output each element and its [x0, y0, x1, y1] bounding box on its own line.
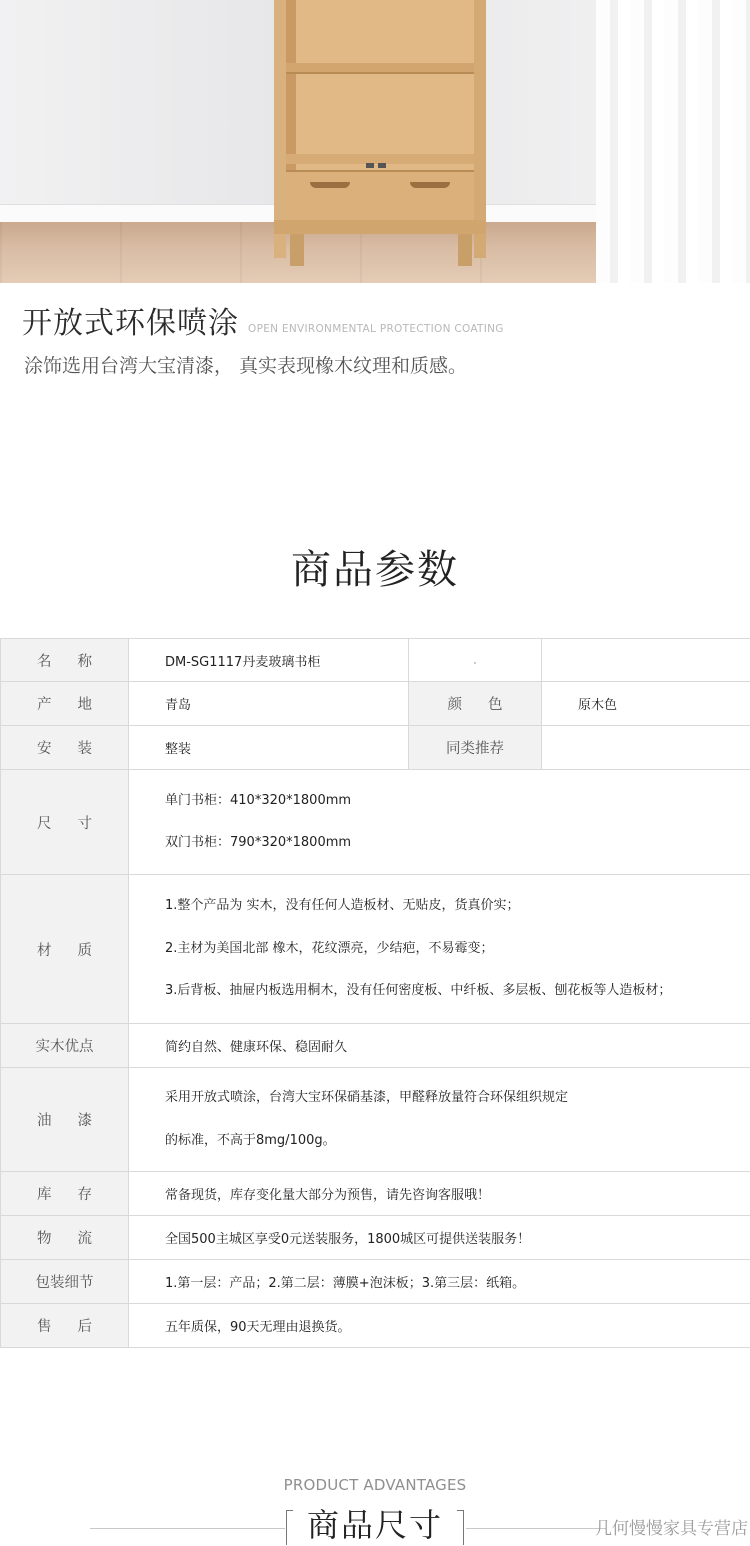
table-row: [1, 1216, 750, 1260]
material-line: 3.后背板、抽屉内板选用桐木，没有任何密度板、中纤板、多层板、刨花板等人造板材；: [165, 983, 672, 999]
table-row: [1, 682, 750, 726]
row-label: 物流: [1, 1216, 129, 1260]
row-label: 颜色: [409, 682, 542, 726]
product-photo: [0, 0, 750, 283]
drawer-handle: [310, 182, 350, 188]
table-row: [1, 1260, 750, 1304]
row-label: 产地: [1, 682, 129, 726]
blank-cell: [542, 726, 750, 770]
origin-value: 青岛: [129, 682, 409, 726]
dot-mark: [474, 662, 476, 664]
logistics-value: 全国500主城区享受0元送装服务，1800城区可提供送装服务！: [129, 1216, 750, 1260]
aftersale-value: 五年质保，90天无理由退换货。: [129, 1304, 750, 1348]
row-label: 名称: [1, 639, 129, 682]
hinge-icon: [366, 163, 374, 168]
shop-watermark: 几何慢慢家具专营店: [595, 1519, 748, 1539]
advantage-value: 简约自然、健康环保、稳固耐久: [129, 1024, 750, 1068]
blank-cell: [409, 639, 542, 682]
material-line: 1.整个产品为 实木，没有任何人造板材、无贴皮，货真价实；: [165, 898, 520, 914]
table-row: [1, 1172, 750, 1216]
material-line: 2.主材为美国北部 橡木，花纹漂亮，少结疤，不易霉变；: [165, 940, 494, 956]
bookcase-leg: [458, 234, 472, 266]
size-value: [129, 770, 750, 875]
bookcase-leg: [290, 234, 304, 266]
row-label: 包装细节: [1, 1260, 129, 1304]
row-label: 售后: [1, 1304, 129, 1348]
advantages-subtitle-en: PRODUCT ADVANTAGES: [283, 1476, 467, 1494]
table-row: [1, 770, 750, 875]
install-value: 整装: [129, 726, 409, 770]
coating-title: 开放式环保喷涂: [22, 306, 239, 341]
table-row: [1, 1068, 750, 1172]
bookcase-drawer: [286, 170, 474, 222]
row-label: 实木优点: [1, 1024, 129, 1068]
advantages-title: 商品尺寸: [306, 1506, 443, 1544]
stock-value: 常备现货，库存变化量大部分为预售，请先咨询客服哦！: [129, 1172, 750, 1216]
row-label: 库存: [1, 1172, 129, 1216]
curtain: [596, 0, 750, 283]
table-row: [1, 875, 750, 1024]
row-label: 尺寸: [1, 770, 129, 875]
table-row: [1, 1304, 750, 1348]
size-line: 单门书柜：410*320*1800mm: [165, 792, 352, 808]
bookcase-shelf: [286, 63, 474, 74]
row-label: 材质: [1, 875, 129, 1024]
blank-cell: [542, 639, 750, 682]
bookcase: [274, 0, 486, 268]
material-value: [129, 875, 750, 1024]
coating-description: 涂饰选用台湾大宝清漆， 真实表现橡木纹理和质感。: [24, 355, 468, 377]
params-title: 商品参数: [291, 547, 459, 593]
table-row: [1, 726, 750, 770]
hinge-icon: [378, 163, 386, 168]
row-label: 安装: [1, 726, 129, 770]
color-value: 原木色: [542, 682, 750, 726]
params-table: [0, 638, 750, 1348]
coating-subtitle-en: OPEN ENVIRONMENTAL PROTECTION COATING: [248, 323, 504, 335]
bookcase-interior: [286, 0, 474, 170]
size-line: 双门书柜：790*320*1800mm: [165, 835, 352, 850]
similar-recommend-label: 同类推荐: [409, 726, 542, 770]
paint-line: 采用开放式喷涂，台湾大宝环保硝基漆，甲醛释放量符合环保组织规定: [165, 1090, 569, 1105]
paint-value: [129, 1068, 750, 1172]
table-row: [1, 1024, 750, 1068]
drawer-handle: [410, 182, 450, 188]
packing-value: 1.第一层：产品；2.第二层：薄膜+泡沫板；3.第三层：纸箱。: [129, 1260, 750, 1304]
bookcase-base: [274, 220, 486, 234]
paint-line: 的标准，不高于8mg/100g。: [165, 1132, 336, 1148]
product-name-value: DM-SG1117丹麦玻璃书柜: [129, 639, 409, 682]
table-row: [1, 639, 750, 682]
row-label: 油漆: [1, 1068, 129, 1172]
